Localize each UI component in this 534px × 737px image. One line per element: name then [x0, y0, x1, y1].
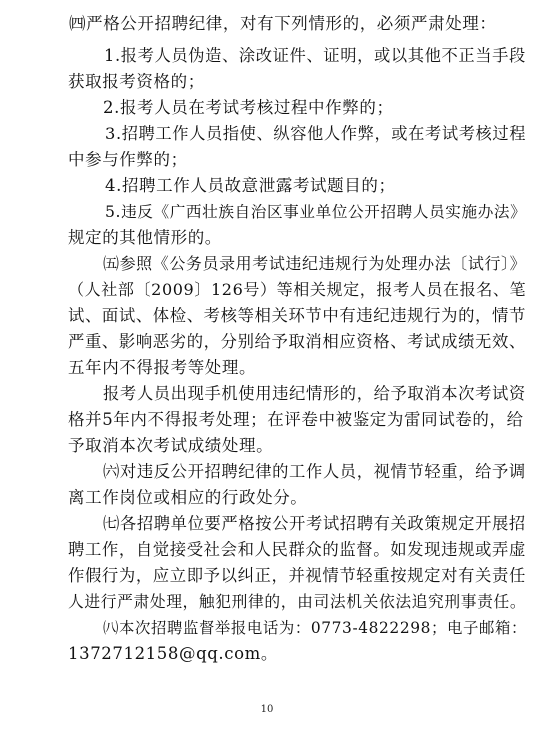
text-line: 试、面试、体检、考核等相关环节中有违纪违规行为的，情节	[68, 306, 526, 325]
text-line: 1372712158@qq.com。	[68, 644, 278, 663]
page-number: 10	[260, 704, 274, 715]
text-line: 3.招聘工作人员指使、纵容他人作弊，或在考试考核过程	[105, 124, 527, 143]
text-line: ㈦各招聘单位要严格按公开考试招聘有关政策规定开展招	[103, 514, 526, 533]
text-line: 规定的其他情形的。	[68, 228, 222, 247]
text-line: 获取报考资格的；	[68, 72, 205, 91]
text-line: 5.违反《广西壮族自治区事业单位公开招聘人员实施办法》	[105, 203, 527, 221]
text-line: （人社部〔2009〕126号）等相关规定，报考人员在报名、笔	[68, 280, 527, 299]
text-line: ㈧本次招聘监督举报电话为：0773-4822298；电子邮箱：	[103, 619, 527, 637]
text-line: 中参与作弊的；	[68, 150, 188, 169]
text-line: 1.报考人员伪造、涂改证件、证明，或以其他不正当手段	[104, 46, 526, 65]
text-line: ㈥对违反公开招聘纪律的工作人员，视情节轻重，给予调	[103, 462, 526, 481]
text-line: 2.报考人员在考试考核过程中作弊的；	[103, 98, 394, 117]
text-line: 聘工作，自觉接受社会和人民群众的监督。如发现违规或弄虚	[68, 540, 526, 559]
text-line: 格并5年内不得报考处理；在评卷中被鉴定为雷同试卷的，给	[68, 410, 524, 429]
text-line: ㈤参照《公务员录用考试违纪违规行为处理办法〔试行〕》	[103, 254, 527, 273]
text-line: 人进行严肃处理，触犯刑律的，由司法机关依法追究刑事责任。	[68, 592, 527, 611]
text-line: 作假行为，应立即予以纠正，并视情节轻重按规定对有关责任	[68, 566, 526, 585]
text-line: 4.招聘工作人员故意泄露考试题目的；	[105, 176, 396, 195]
text-line: 五年内不得报考等处理。	[68, 358, 257, 377]
text-line: ㈣严格公开招聘纪律，对有下列情形的，必须严肃处理：	[69, 14, 497, 33]
text-line: 报考人员出现手机使用违纪情形的，给予取消本次考试资	[103, 384, 526, 403]
text-line: 严重、影响恶劣的，分别给予取消相应资格、考试成绩无效、	[68, 332, 526, 351]
text-line: 离工作岗位或相应的行政处分。	[68, 488, 308, 507]
text-line: 予取消本次考试成绩处理。	[68, 436, 274, 455]
